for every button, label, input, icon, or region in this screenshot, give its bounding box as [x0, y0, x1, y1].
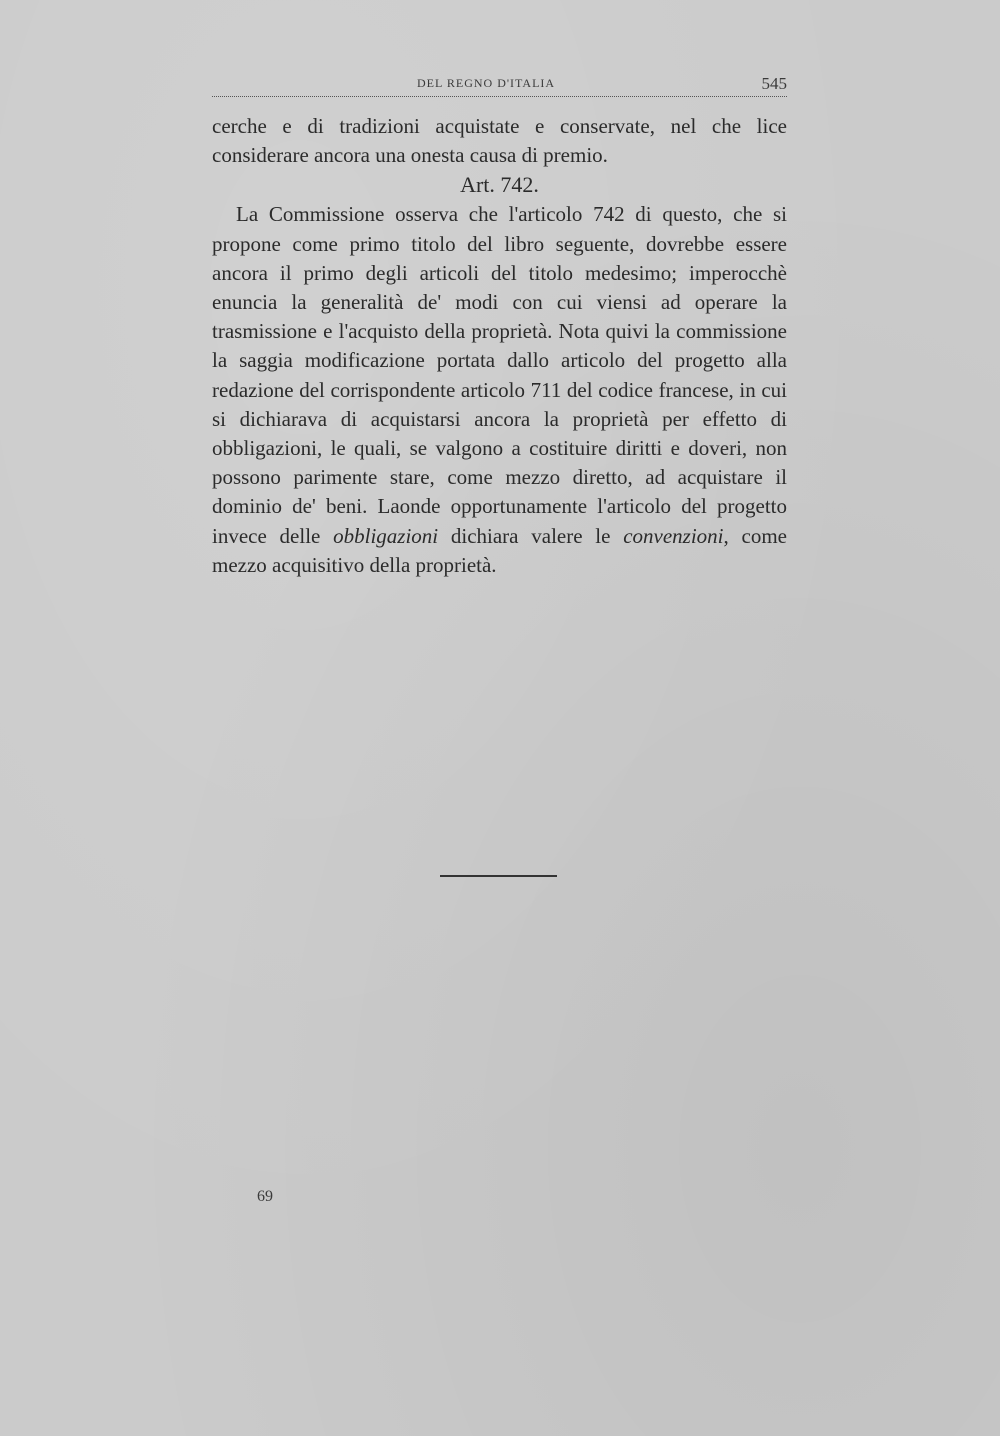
continuation-paragraph: cerche e di tradizioni acquistate e conservate, nel che lice considerare ancora una onesta causa di premio.	[212, 114, 787, 168]
article-heading: Art. 742.	[460, 172, 539, 198]
italic-term-convenzioni: convenzioni	[623, 523, 724, 548]
italic-term-obbligazioni: obbligazioni	[333, 523, 439, 548]
paragraph-text-part-2: dichiara valere le	[438, 523, 624, 548]
page-number: 545	[761, 74, 787, 93]
article-paragraph	[212, 200, 787, 580]
running-head: DEL REGNO D'ITALIA	[417, 76, 556, 90]
signature-mark: 69	[257, 1188, 273, 1205]
paragraph-text-part-1: La Commissione osserva che l'articolo 742 di questo, che si propone come primo titolo del libro seguente, dovrebbe essere ancora il primo degli articoli del titolo medesimo; imperocchè enuncia la generalità de' modi con cui viensi ad operare la trasmissione e l'acquisto della proprietà. Nota quivi la commissione la saggia modificazione portata dallo articolo del progetto alla redazione del corrispondente articolo 711 del codice francese, in cui si dichiarava di acquistarsi ancora la proprietà per effetto di obbligazioni, le quali, se valgono a costituire diritti e doveri, non possono parimente stare, come mezzo diretto, ad acquistare il dominio de' beni. Laonde opportunamente l'articolo del progetto invece delle	[212, 202, 787, 548]
section-end-rule	[440, 875, 557, 877]
page-header	[212, 74, 787, 100]
header-dotted-rule	[212, 96, 787, 97]
paragraph-text-part-3: , come mezzo acquisitivo della proprietà.	[212, 523, 787, 577]
body-text	[212, 112, 787, 580]
